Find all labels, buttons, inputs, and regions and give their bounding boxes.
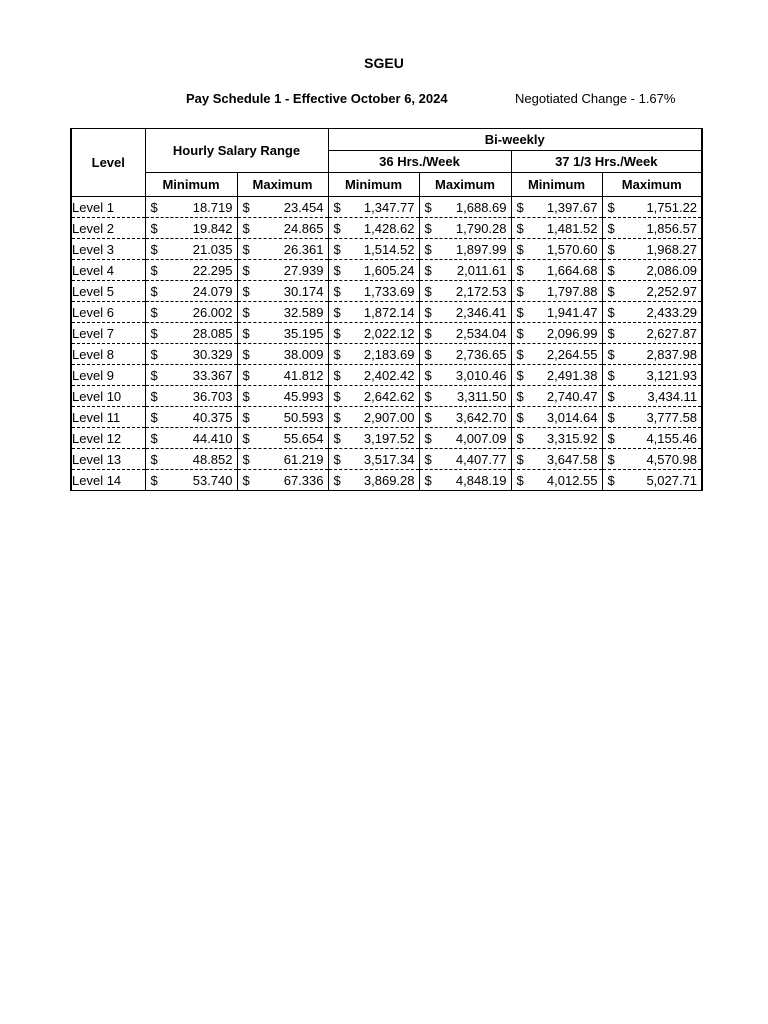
amount-cell — [237, 302, 328, 323]
amount-value: 3,197.52 — [363, 430, 415, 446]
currency-symbol: $ — [333, 262, 341, 278]
amount-value: 50.593 — [283, 409, 324, 425]
amount-cell — [602, 428, 702, 449]
amount-value: 1,733.69 — [363, 283, 415, 299]
currency-symbol: $ — [333, 472, 341, 488]
amount-value: 67.336 — [283, 472, 324, 488]
currency-symbol: $ — [424, 346, 432, 362]
table-row — [71, 218, 702, 239]
amount-cell — [328, 470, 419, 491]
amount-cell — [145, 239, 237, 260]
amount-cell — [511, 386, 602, 407]
amount-value: 2,907.00 — [363, 409, 415, 425]
amount-value: 1,751.22 — [646, 199, 698, 215]
amount-value: 1,570.60 — [546, 241, 598, 257]
currency-symbol: $ — [516, 346, 524, 362]
level-cell: Level 11 — [71, 407, 145, 428]
amount-value: 3,647.58 — [546, 451, 598, 467]
table-row — [71, 323, 702, 344]
amount-value: 2,086.09 — [646, 262, 698, 278]
amount-cell — [602, 218, 702, 239]
amount-value: 4,848.19 — [455, 472, 507, 488]
table-row — [71, 449, 702, 470]
amount-cell — [602, 260, 702, 281]
currency-symbol: $ — [424, 409, 432, 425]
table-row — [71, 386, 702, 407]
currency-symbol: $ — [333, 199, 341, 215]
amount-value: 2,264.55 — [546, 346, 598, 362]
amount-value: 1,428.62 — [363, 220, 415, 236]
currency-symbol: $ — [150, 220, 158, 236]
amount-value: 2,183.69 — [363, 346, 415, 362]
amount-cell — [328, 218, 419, 239]
amount-value: 2,736.65 — [455, 346, 507, 362]
schedule-subtitle: Pay Schedule 1 - Effective October 6, 2024 — [186, 91, 448, 106]
amount-cell — [602, 449, 702, 470]
amount-cell — [602, 281, 702, 302]
table-row — [71, 197, 702, 218]
table-row — [71, 260, 702, 281]
amount-cell — [328, 239, 419, 260]
currency-symbol: $ — [607, 346, 615, 362]
currency-symbol: $ — [150, 367, 158, 383]
level-cell: Level 5 — [71, 281, 145, 302]
amount-cell — [145, 470, 237, 491]
currency-symbol: $ — [424, 388, 432, 404]
amount-cell — [237, 344, 328, 365]
amount-value: 1,514.52 — [363, 241, 415, 257]
header-biweekly: Bi-weekly — [328, 129, 702, 151]
amount-cell — [237, 428, 328, 449]
level-cell: Level 12 — [71, 428, 145, 449]
amount-value: 4,007.09 — [455, 430, 507, 446]
amount-value: 3,315.92 — [546, 430, 598, 446]
amount-value: 2,346.41 — [455, 304, 507, 320]
table-row — [71, 302, 702, 323]
currency-symbol: $ — [516, 472, 524, 488]
currency-symbol: $ — [333, 346, 341, 362]
amount-cell — [145, 281, 237, 302]
amount-cell — [328, 197, 419, 218]
amount-value: 27.939 — [283, 262, 324, 278]
amount-value: 2,252.97 — [646, 283, 698, 299]
currency-symbol: $ — [607, 220, 615, 236]
amount-cell — [145, 260, 237, 281]
amount-value: 2,534.04 — [455, 325, 507, 341]
amount-value: 33.367 — [192, 367, 233, 383]
level-cell: Level 4 — [71, 260, 145, 281]
table-row — [71, 365, 702, 386]
amount-value: 1,664.68 — [546, 262, 598, 278]
amount-cell — [419, 428, 511, 449]
amount-value: 3,642.70 — [455, 409, 507, 425]
amount-cell — [419, 239, 511, 260]
amount-cell — [237, 449, 328, 470]
amount-cell — [419, 386, 511, 407]
amount-value: 45.993 — [283, 388, 324, 404]
currency-symbol: $ — [242, 262, 250, 278]
currency-symbol: $ — [424, 199, 432, 215]
amount-value: 2,491.38 — [546, 367, 598, 383]
table-row — [71, 407, 702, 428]
currency-symbol: $ — [242, 325, 250, 341]
currency-symbol: $ — [424, 262, 432, 278]
currency-symbol: $ — [424, 220, 432, 236]
currency-symbol: $ — [516, 367, 524, 383]
amount-value: 1,790.28 — [455, 220, 507, 236]
amount-cell — [511, 449, 602, 470]
currency-symbol: $ — [242, 451, 250, 467]
amount-value: 3,777.58 — [646, 409, 698, 425]
currency-symbol: $ — [516, 430, 524, 446]
level-cell: Level 7 — [71, 323, 145, 344]
currency-symbol: $ — [150, 304, 158, 320]
currency-symbol: $ — [150, 262, 158, 278]
amount-cell — [511, 407, 602, 428]
amount-cell — [145, 344, 237, 365]
amount-value: 1,797.88 — [546, 283, 598, 299]
amount-cell — [419, 281, 511, 302]
currency-symbol: $ — [242, 304, 250, 320]
amount-cell — [419, 449, 511, 470]
header-37-max: Maximum — [602, 173, 702, 197]
currency-symbol: $ — [333, 325, 341, 341]
amount-cell — [602, 407, 702, 428]
level-cell: Level 1 — [71, 197, 145, 218]
amount-value: 30.174 — [283, 283, 324, 299]
currency-symbol: $ — [424, 472, 432, 488]
level-cell: Level 13 — [71, 449, 145, 470]
amount-cell — [419, 197, 511, 218]
currency-symbol: $ — [424, 241, 432, 257]
level-cell: Level 3 — [71, 239, 145, 260]
amount-cell — [328, 428, 419, 449]
amount-cell — [145, 302, 237, 323]
currency-symbol: $ — [607, 367, 615, 383]
amount-value: 26.361 — [283, 241, 324, 257]
level-cell: Level 2 — [71, 218, 145, 239]
currency-symbol: $ — [242, 409, 250, 425]
header-37-hours: 37 1/3 Hrs./Week — [511, 151, 702, 173]
amount-value: 1,481.52 — [546, 220, 598, 236]
currency-symbol: $ — [150, 283, 158, 299]
currency-symbol: $ — [333, 409, 341, 425]
amount-value: 23.454 — [283, 199, 324, 215]
currency-symbol: $ — [516, 262, 524, 278]
amount-cell — [511, 260, 602, 281]
currency-symbol: $ — [150, 451, 158, 467]
amount-value: 4,155.46 — [646, 430, 698, 446]
amount-cell — [145, 386, 237, 407]
amount-value: 2,433.29 — [646, 304, 698, 320]
currency-symbol: $ — [607, 451, 615, 467]
amount-cell — [237, 386, 328, 407]
currency-symbol: $ — [424, 451, 432, 467]
amount-value: 3,869.28 — [363, 472, 415, 488]
amount-value: 38.009 — [283, 346, 324, 362]
amount-value: 4,012.55 — [546, 472, 598, 488]
currency-symbol: $ — [333, 283, 341, 299]
amount-cell — [419, 407, 511, 428]
amount-value: 28.085 — [192, 325, 233, 341]
currency-symbol: $ — [333, 220, 341, 236]
amount-cell — [602, 323, 702, 344]
amount-value: 2,642.62 — [363, 388, 415, 404]
currency-symbol: $ — [333, 304, 341, 320]
amount-value: 4,407.77 — [455, 451, 507, 467]
amount-cell — [511, 302, 602, 323]
level-cell: Level 10 — [71, 386, 145, 407]
amount-cell — [145, 323, 237, 344]
header-hourly-range: Hourly Salary Range — [145, 129, 328, 173]
amount-cell — [237, 407, 328, 428]
amount-value: 2,627.87 — [646, 325, 698, 341]
currency-symbol: $ — [607, 262, 615, 278]
currency-symbol: $ — [607, 388, 615, 404]
level-cell: Level 14 — [71, 470, 145, 491]
currency-symbol: $ — [516, 325, 524, 341]
amount-cell — [145, 407, 237, 428]
currency-symbol: $ — [242, 283, 250, 299]
amount-value: 1,347.77 — [363, 199, 415, 215]
amount-cell — [328, 302, 419, 323]
amount-cell — [328, 344, 419, 365]
header-36-min: Minimum — [328, 173, 419, 197]
amount-value: 44.410 — [192, 430, 233, 446]
amount-value: 1,688.69 — [455, 199, 507, 215]
currency-symbol: $ — [150, 409, 158, 425]
amount-value: 32.589 — [283, 304, 324, 320]
amount-value: 2,837.98 — [646, 346, 698, 362]
amount-cell — [237, 197, 328, 218]
amount-value: 2,022.12 — [363, 325, 415, 341]
table-row — [71, 470, 702, 491]
currency-symbol: $ — [242, 199, 250, 215]
header-level: Level — [71, 129, 145, 197]
amount-cell — [237, 260, 328, 281]
currency-symbol: $ — [516, 304, 524, 320]
currency-symbol: $ — [516, 220, 524, 236]
amount-value: 2,740.47 — [546, 388, 598, 404]
amount-value: 26.002 — [192, 304, 233, 320]
currency-symbol: $ — [516, 199, 524, 215]
currency-symbol: $ — [607, 472, 615, 488]
amount-cell — [237, 281, 328, 302]
amount-cell — [237, 218, 328, 239]
currency-symbol: $ — [242, 472, 250, 488]
amount-cell — [419, 365, 511, 386]
currency-symbol: $ — [242, 430, 250, 446]
amount-cell — [602, 302, 702, 323]
amount-cell — [328, 407, 419, 428]
amount-cell — [237, 323, 328, 344]
currency-symbol: $ — [150, 346, 158, 362]
negotiated-change: Negotiated Change - 1.67% — [515, 91, 676, 106]
amount-value: 3,311.50 — [456, 388, 507, 404]
currency-symbol: $ — [333, 430, 341, 446]
amount-value: 30.329 — [192, 346, 233, 362]
level-cell: Level 8 — [71, 344, 145, 365]
currency-symbol: $ — [516, 409, 524, 425]
amount-cell — [602, 197, 702, 218]
currency-symbol: $ — [607, 304, 615, 320]
currency-symbol: $ — [242, 346, 250, 362]
amount-cell — [511, 239, 602, 260]
table-row — [71, 344, 702, 365]
header-hourly-min: Minimum — [145, 173, 237, 197]
amount-value: 5,027.71 — [646, 472, 698, 488]
amount-value: 53.740 — [192, 472, 233, 488]
amount-value: 2,011.61 — [456, 262, 507, 278]
currency-symbol: $ — [424, 283, 432, 299]
amount-value: 18.719 — [192, 199, 233, 215]
currency-symbol: $ — [242, 241, 250, 257]
currency-symbol: $ — [516, 283, 524, 299]
currency-symbol: $ — [333, 367, 341, 383]
header-36-max: Maximum — [419, 173, 511, 197]
currency-symbol: $ — [150, 325, 158, 341]
currency-symbol: $ — [424, 325, 432, 341]
currency-symbol: $ — [424, 367, 432, 383]
currency-symbol: $ — [150, 388, 158, 404]
amount-value: 40.375 — [192, 409, 233, 425]
currency-symbol: $ — [333, 388, 341, 404]
amount-value: 3,434.11 — [647, 388, 698, 404]
header-hourly-max: Maximum — [237, 173, 328, 197]
amount-cell — [602, 365, 702, 386]
currency-symbol: $ — [607, 430, 615, 446]
amount-cell — [145, 218, 237, 239]
amount-cell — [328, 323, 419, 344]
amount-value: 1,397.67 — [546, 199, 598, 215]
amount-cell — [237, 239, 328, 260]
amount-cell — [328, 449, 419, 470]
amount-value: 61.219 — [283, 451, 324, 467]
amount-cell — [419, 344, 511, 365]
amount-cell — [145, 365, 237, 386]
amount-value: 3,010.46 — [455, 367, 507, 383]
header-37-min: Minimum — [511, 173, 602, 197]
amount-cell — [145, 197, 237, 218]
amount-value: 24.079 — [192, 283, 233, 299]
level-cell: Level 9 — [71, 365, 145, 386]
amount-cell — [511, 428, 602, 449]
amount-cell — [328, 386, 419, 407]
amount-cell — [419, 323, 511, 344]
currency-symbol: $ — [150, 241, 158, 257]
currency-symbol: $ — [607, 325, 615, 341]
amount-value: 2,172.53 — [455, 283, 507, 299]
amount-cell — [419, 302, 511, 323]
amount-cell — [328, 281, 419, 302]
amount-value: 48.852 — [192, 451, 233, 467]
currency-symbol: $ — [607, 199, 615, 215]
amount-cell — [511, 470, 602, 491]
amount-value: 21.035 — [192, 241, 233, 257]
currency-symbol: $ — [150, 430, 158, 446]
header-36-hours: 36 Hrs./Week — [328, 151, 511, 173]
currency-symbol: $ — [333, 241, 341, 257]
amount-cell — [328, 260, 419, 281]
currency-symbol: $ — [516, 241, 524, 257]
currency-symbol: $ — [150, 199, 158, 215]
amount-cell — [511, 365, 602, 386]
amount-value: 1,856.57 — [646, 220, 698, 236]
table-row — [71, 428, 702, 449]
amount-value: 3,014.64 — [546, 409, 598, 425]
amount-value: 24.865 — [283, 220, 324, 236]
currency-symbol: $ — [607, 409, 615, 425]
pay-schedule-table — [70, 128, 703, 491]
currency-symbol: $ — [424, 430, 432, 446]
currency-symbol: $ — [607, 283, 615, 299]
currency-symbol: $ — [607, 241, 615, 257]
amount-cell — [419, 218, 511, 239]
amount-cell — [511, 218, 602, 239]
amount-value: 22.295 — [192, 262, 233, 278]
currency-symbol: $ — [424, 304, 432, 320]
amount-value: 36.703 — [192, 388, 233, 404]
amount-value: 55.654 — [283, 430, 324, 446]
amount-cell — [237, 470, 328, 491]
table-row — [71, 239, 702, 260]
amount-value: 3,121.93 — [646, 367, 698, 383]
amount-value: 2,096.99 — [546, 325, 598, 341]
amount-value: 3,517.34 — [363, 451, 415, 467]
currency-symbol: $ — [242, 367, 250, 383]
amount-cell — [511, 197, 602, 218]
currency-symbol: $ — [150, 472, 158, 488]
amount-value: 4,570.98 — [646, 451, 698, 467]
level-cell: Level 6 — [71, 302, 145, 323]
pay-rows — [71, 197, 702, 491]
amount-value: 1,941.47 — [546, 304, 598, 320]
amount-cell — [419, 470, 511, 491]
amount-value: 2,402.42 — [363, 367, 415, 383]
currency-symbol: $ — [516, 451, 524, 467]
amount-cell — [602, 344, 702, 365]
amount-cell — [511, 281, 602, 302]
amount-cell — [602, 470, 702, 491]
amount-value: 41.812 — [283, 367, 324, 383]
document-title: SGEU — [364, 55, 404, 71]
amount-cell — [511, 344, 602, 365]
currency-symbol: $ — [242, 220, 250, 236]
amount-cell — [237, 365, 328, 386]
amount-cell — [602, 386, 702, 407]
currency-symbol: $ — [242, 388, 250, 404]
amount-value: 1,897.99 — [455, 241, 507, 257]
amount-value: 19.842 — [192, 220, 233, 236]
currency-symbol: $ — [333, 451, 341, 467]
amount-cell — [145, 449, 237, 470]
amount-value: 1,605.24 — [363, 262, 415, 278]
amount-cell — [419, 260, 511, 281]
currency-symbol: $ — [516, 388, 524, 404]
amount-value: 35.195 — [283, 325, 324, 341]
amount-value: 1,968.27 — [646, 241, 698, 257]
table-row — [71, 281, 702, 302]
amount-value: 1,872.14 — [363, 304, 415, 320]
amount-cell — [511, 323, 602, 344]
amount-cell — [602, 239, 702, 260]
amount-cell — [328, 365, 419, 386]
amount-cell — [145, 428, 237, 449]
